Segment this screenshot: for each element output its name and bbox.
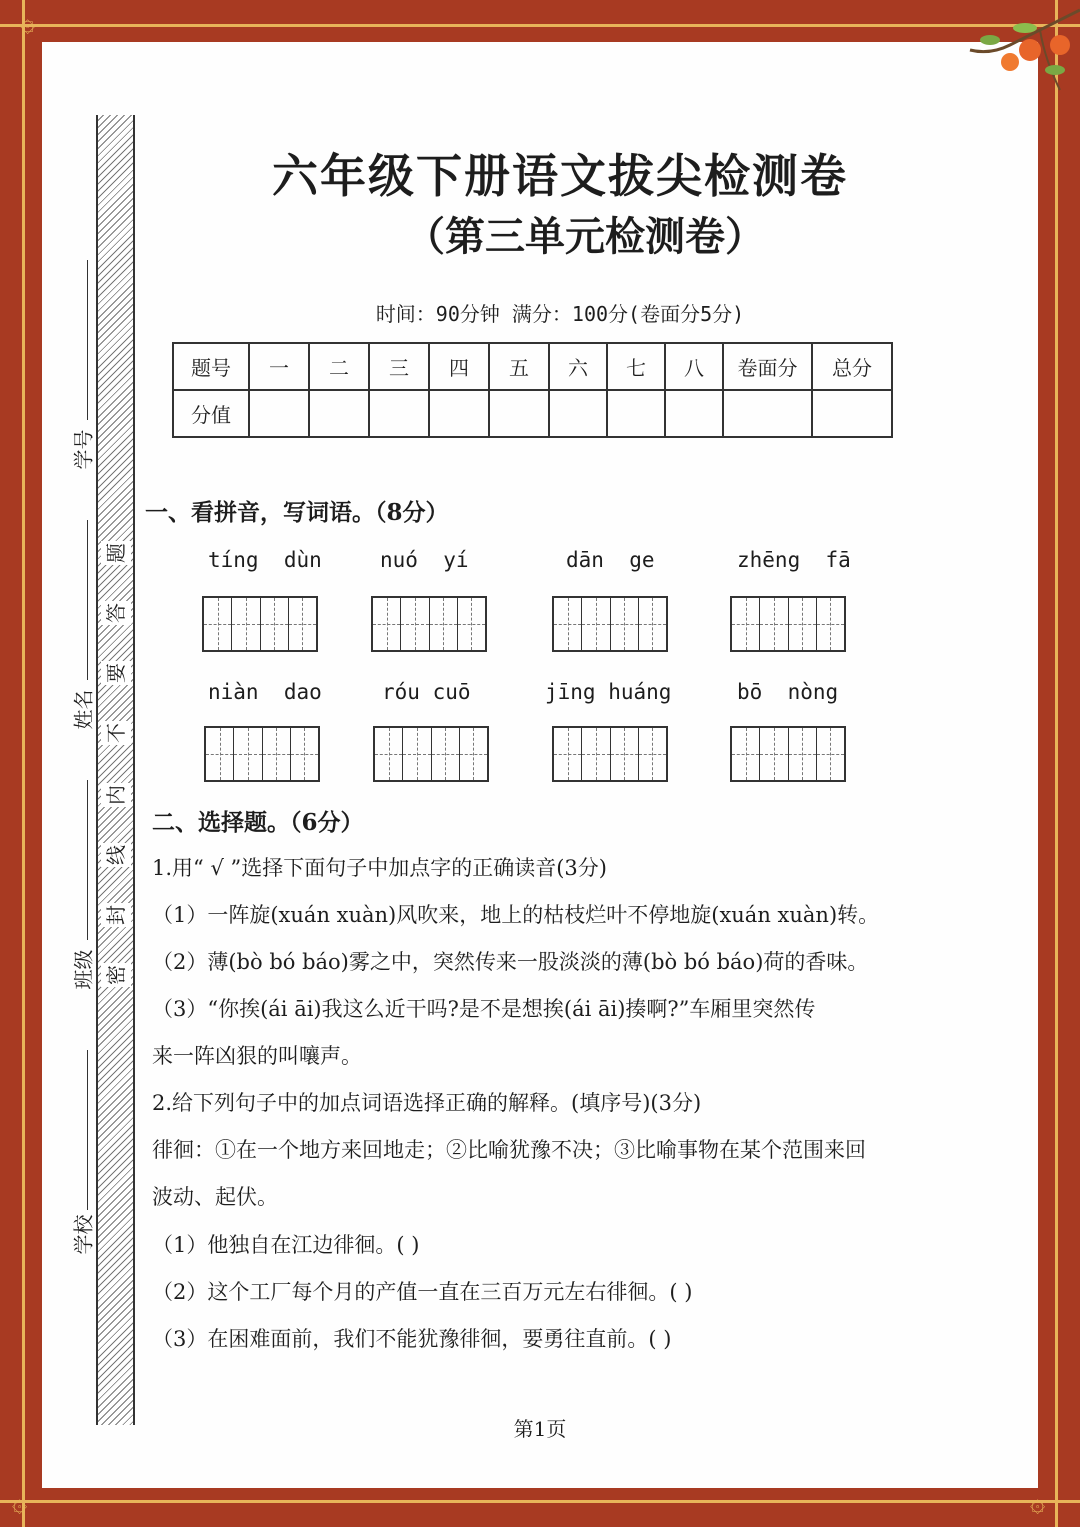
character-writing-grid[interactable] bbox=[202, 596, 318, 652]
school-label: 学校 bbox=[71, 1214, 96, 1255]
persimmon-branch-icon bbox=[930, 0, 1080, 115]
corner-ornament-icon: ۞ bbox=[12, 1488, 28, 1518]
score-table bbox=[172, 342, 893, 438]
score-input-cell[interactable] bbox=[489, 390, 549, 437]
table-cell: 题号 bbox=[173, 343, 249, 390]
table-cell: 七 bbox=[607, 343, 665, 390]
frame-line-left bbox=[22, 0, 25, 1527]
score-input-cell[interactable] bbox=[812, 390, 892, 437]
answer-line[interactable]: （2）这个工厂每个月的产值一直在三百万元左右徘徊。( ) bbox=[152, 1280, 693, 1304]
seal-char: 答 bbox=[101, 601, 131, 625]
table-cell: 二 bbox=[309, 343, 369, 390]
page-title: 六年级下册语文拔尖检测卷 bbox=[272, 149, 848, 203]
seal-char: 要 bbox=[101, 661, 131, 685]
seal-char: 线 bbox=[101, 843, 131, 867]
character-writing-grid[interactable] bbox=[204, 726, 320, 782]
binding-line bbox=[133, 115, 135, 1425]
seal-char: 密 bbox=[101, 963, 131, 987]
table-cell: 三 bbox=[369, 343, 429, 390]
table-cell: 四 bbox=[429, 343, 489, 390]
pinyin-label: bō nòng bbox=[737, 680, 839, 704]
character-writing-grid[interactable] bbox=[552, 596, 668, 652]
name-line bbox=[87, 520, 88, 680]
seal-char: 内 bbox=[101, 783, 131, 807]
pinyin-label: tíng dùn bbox=[208, 548, 322, 572]
table-cell: 五 bbox=[489, 343, 549, 390]
pinyin-label: dān ge bbox=[566, 548, 655, 572]
answer-line[interactable]: （1）他独自在江边徘徊。( ) bbox=[152, 1233, 420, 1257]
seal-char: 题 bbox=[101, 541, 131, 565]
character-writing-grid[interactable] bbox=[552, 726, 668, 782]
score-input-cell[interactable] bbox=[607, 390, 665, 437]
section1-heading: 一、看拼音，写词语。（8分） bbox=[145, 499, 449, 526]
character-writing-grid[interactable] bbox=[371, 596, 487, 652]
table-cell: 卷面分 bbox=[723, 343, 812, 390]
table-row bbox=[173, 343, 892, 390]
answer-line[interactable]: （3）在困难面前，我们不能犹豫徘徊，要勇往直前。( ) bbox=[152, 1327, 672, 1351]
table-cell: 一 bbox=[249, 343, 309, 390]
frame-line-top bbox=[0, 24, 1080, 27]
pinyin-label: jīng huáng bbox=[545, 680, 672, 704]
character-writing-grid[interactable] bbox=[730, 726, 846, 782]
page-number: 第1页 bbox=[513, 1417, 567, 1441]
table-cell: 八 bbox=[665, 343, 723, 390]
score-input-cell[interactable] bbox=[249, 390, 309, 437]
score-input-cell[interactable] bbox=[549, 390, 607, 437]
question-line: 波动、起伏。 bbox=[152, 1185, 278, 1209]
table-cell: 分值 bbox=[173, 390, 249, 437]
score-input-cell[interactable] bbox=[723, 390, 812, 437]
student-id-label: 学号 bbox=[71, 429, 96, 470]
table-cell: 六 bbox=[549, 343, 607, 390]
pinyin-label: róu cuō bbox=[382, 680, 471, 704]
seal-char: 封 bbox=[101, 903, 131, 927]
question-line: 徘徊：①在一个地方来回地走；②比喻犹豫不决；③比喻事物在某个范围来回 bbox=[152, 1138, 866, 1162]
section2-heading: 二、选择题。（6分） bbox=[152, 809, 364, 836]
student-id-line bbox=[87, 260, 88, 420]
pinyin-label: niàn dao bbox=[208, 680, 322, 704]
school-line bbox=[87, 1050, 88, 1210]
question-line[interactable]: （3）“你挨(ái āi)我这么近干吗?是不是想挨(ái āi)揍啊?”车厢里突然传 bbox=[152, 997, 816, 1021]
binding-hatch bbox=[97, 115, 133, 1425]
score-input-cell[interactable] bbox=[665, 390, 723, 437]
frame-line-right bbox=[1055, 0, 1058, 1527]
seal-char: 不 bbox=[101, 721, 131, 745]
score-input-cell[interactable] bbox=[429, 390, 489, 437]
corner-ornament-icon: ۞ bbox=[1030, 1488, 1046, 1518]
class-label: 班级 bbox=[71, 949, 96, 990]
question-line: 2.给下列句子中的加点词语选择正确的解释。(填序号)(3分) bbox=[152, 1091, 702, 1115]
question-line: 1.用“ √ ”选择下面句子中加点字的正确读音(3分) bbox=[152, 856, 607, 880]
question-line: 来一阵凶狠的叫嚷声。 bbox=[152, 1044, 362, 1068]
time-info: 时间：90分钟 满分：100分(卷面分5分) bbox=[375, 302, 745, 326]
question-line[interactable]: （2）薄(bò bó báo)雾之中，突然传来一股淡淡的薄(bò bó báo)荷的香味。 bbox=[152, 950, 869, 974]
score-input-cell[interactable] bbox=[309, 390, 369, 437]
table-cell: 总分 bbox=[812, 343, 892, 390]
question-line[interactable]: （1）一阵旋(xuán xuàn)风吹来，地上的枯枝烂叶不停地旋(xuán xuàn)转。 bbox=[152, 903, 880, 927]
character-writing-grid[interactable] bbox=[373, 726, 489, 782]
class-line bbox=[87, 780, 88, 940]
table-row bbox=[173, 390, 892, 437]
name-label: 姓名 bbox=[71, 689, 96, 730]
pinyin-label: zhēng fā bbox=[737, 548, 851, 572]
frame-line-bottom bbox=[0, 1500, 1080, 1503]
pinyin-label: nuó yí bbox=[380, 548, 469, 572]
page-subtitle: （第三单元检测卷） bbox=[405, 213, 765, 260]
corner-ornament-icon: ۞ bbox=[20, 8, 36, 38]
character-writing-grid[interactable] bbox=[730, 596, 846, 652]
score-input-cell[interactable] bbox=[369, 390, 429, 437]
